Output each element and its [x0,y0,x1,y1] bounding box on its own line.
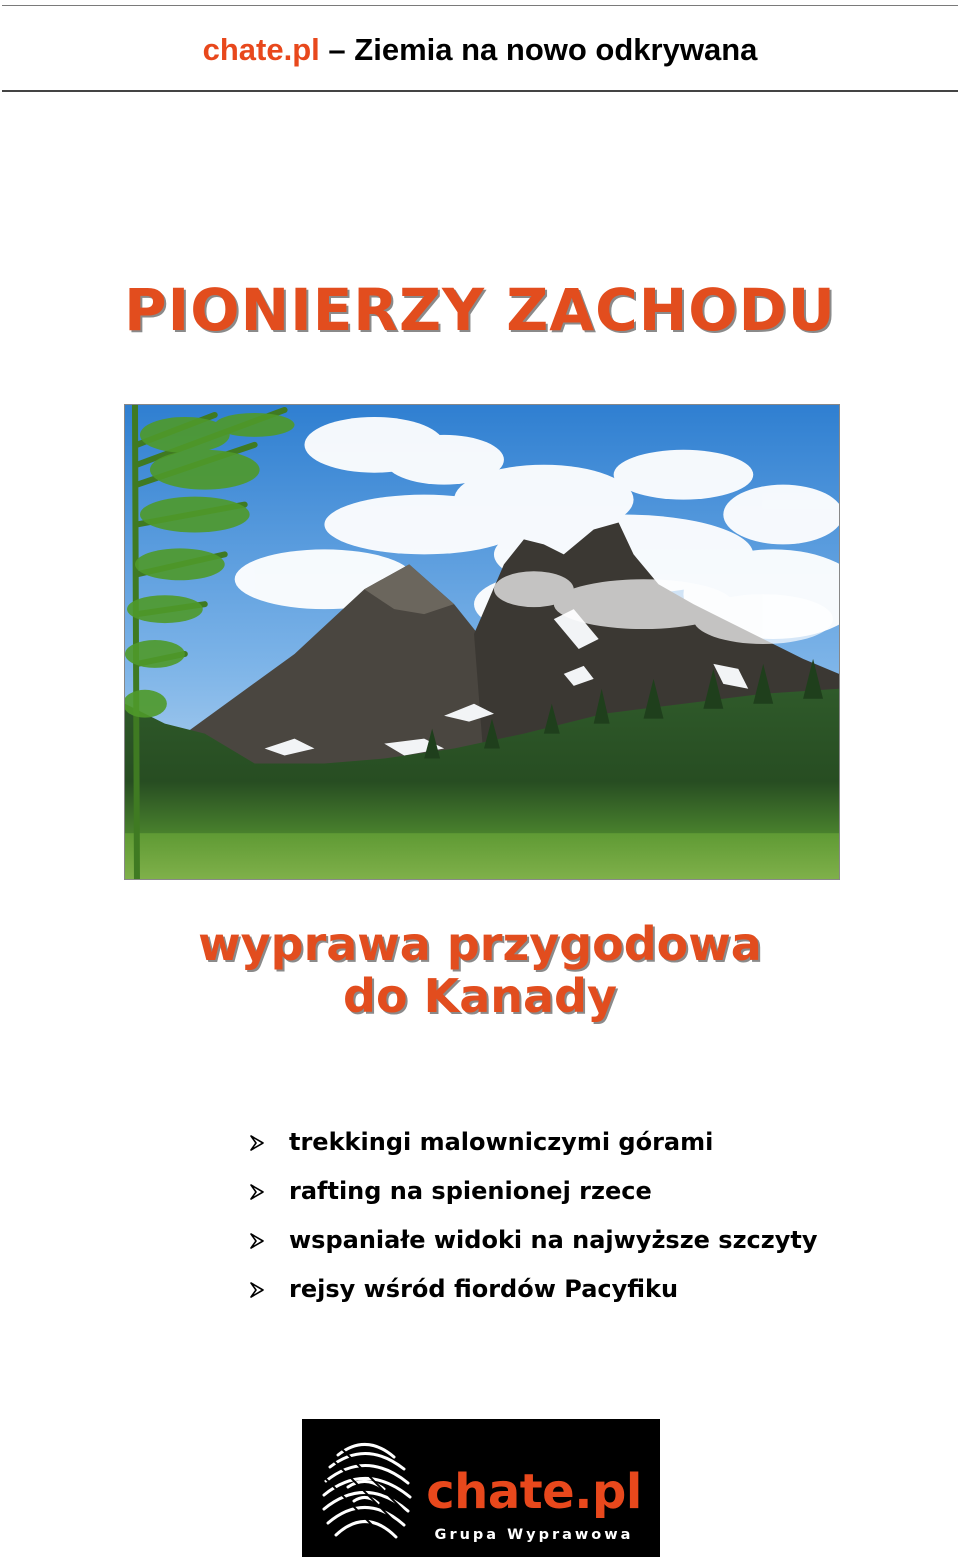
arrowhead-bullet-icon [250,1271,270,1307]
feature-text: wspaniałe widoki na najwyższe szczyty [289,1226,818,1254]
subtitle-line-2: do Kanady [343,969,617,1023]
mountain-landscape-image [125,405,839,879]
header-bottom-rule [2,90,958,92]
arrowhead-bullet-icon [250,1173,270,1209]
feature-text: rejsy wśród fiordów Pacyfiku [289,1275,679,1303]
header-dash: – [328,32,346,67]
feature-text: rafting na spienionej rzece [289,1177,652,1205]
main-title: PIONIERZY ZACHODU [124,276,836,344]
page-header [0,0,960,92]
arrowhead-bullet-icon [250,1124,270,1160]
header-tagline: Ziemia na nowo odkrywana [354,32,758,67]
logo-tagline: Grupa Wyprawowa [434,1527,634,1543]
fingerprint-icon [318,1435,414,1543]
chate-logo [302,1419,660,1557]
subtitle-line-1: wyprawa przygodowa [198,917,762,971]
header-top-rule [2,5,958,6]
subtitle [0,918,960,1022]
mountain-photo [124,404,840,880]
header-brand: chate.pl [202,32,320,67]
feature-item [250,1173,818,1222]
feature-item [250,1222,818,1271]
logo-name: chate.pl [426,1464,642,1520]
arrowhead-bullet-icon [250,1222,270,1258]
feature-text: trekkingi malowniczymi górami [289,1128,714,1156]
feature-item [250,1124,818,1173]
feature-item [250,1271,818,1320]
feature-list [250,1124,818,1320]
header-title [0,30,960,70]
